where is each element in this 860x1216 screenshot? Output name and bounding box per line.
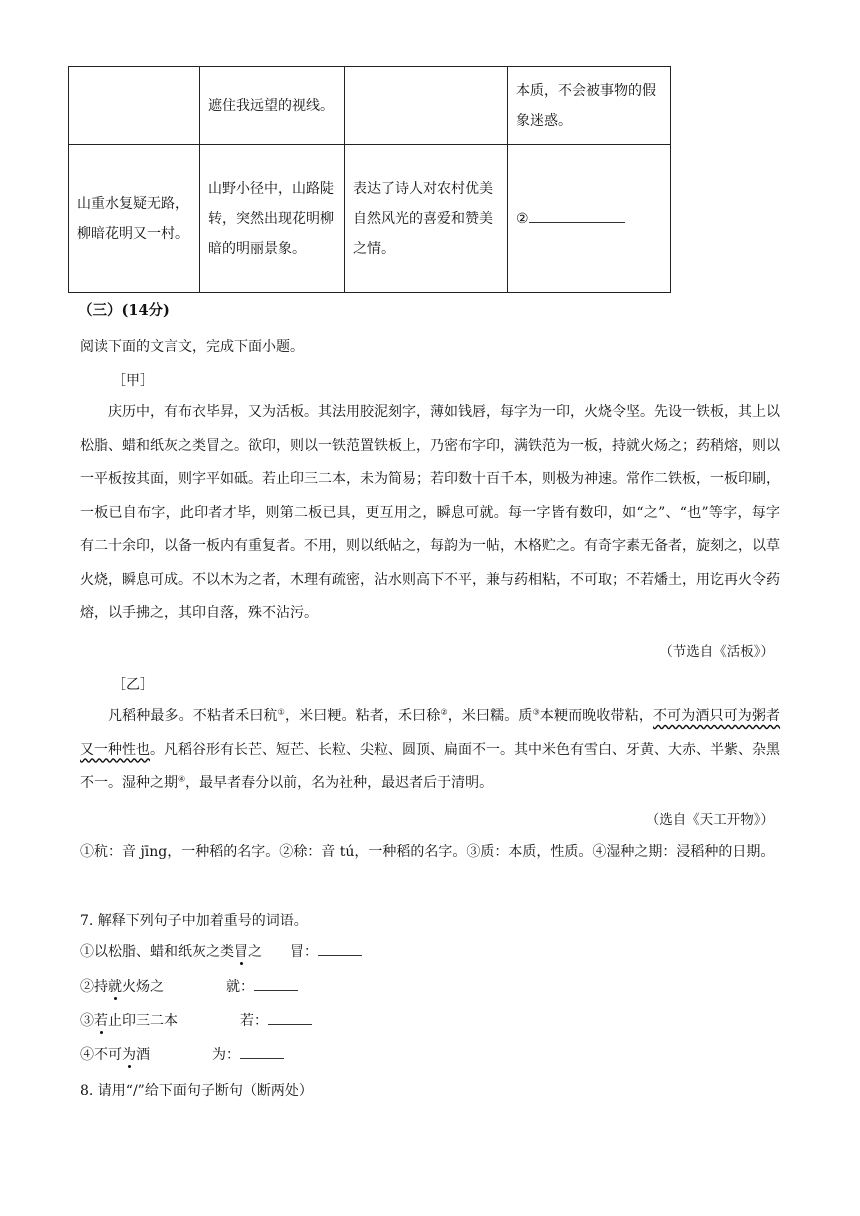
text-span: 凡稻种最多。不粘者禾曰秔 — [108, 708, 278, 724]
table-cell: 表达了诗人对农村优美自然风光的喜爱和赞美之情。 — [345, 145, 508, 293]
text-span: ③ — [80, 1013, 94, 1029]
answer-blank[interactable] — [240, 1044, 284, 1059]
table-cell: 遮住我远望的视线。 — [200, 67, 345, 145]
passage-jia-source: （节选自《活板》） — [659, 644, 774, 660]
footnote-ref: ② — [440, 707, 448, 717]
table-row — [69, 145, 671, 293]
instruction: 阅读下面的文言文，完成下面小题。 — [80, 339, 304, 355]
question-7-item — [80, 1010, 312, 1030]
question-7-item — [80, 941, 362, 961]
table-cell: 本质，不会被事物的假象迷惑。 — [508, 67, 671, 145]
footnote-ref: ④ — [178, 774, 186, 784]
footnote-ref: ① — [277, 707, 285, 717]
text-span: 之 — [248, 944, 262, 960]
question-7-item — [80, 976, 298, 996]
footnote-ref: ③ — [532, 707, 540, 717]
passage-jia: 庆历中，有布衣毕昇，又为活板。其法用胶泥刻字，薄如钱唇，每字为一印，火烧令坚。先设一铁板，其上以松脂、蜡和纸灰之类冒之。欲印，则以一铁范置铁板上，乃密布字印，满铁范为一板，持就火炀之；药稍熔，则以一平板按其面，则字平如砥。若止印三二本，未为简易；若印数十百千本，则极为神速。常作二铁板，一板印刷，一板已自布字，此印者才毕，则第二板已具，更互用之，瞬息可就。每一字皆有数印，如“之”、“也”等字，每字有二十余印，以备一板内有重复者。不用，则以纸帖之，每韵为一帖，木格贮之。有奇字素无备者，旋刻之，以草火烧，瞬息可成。不以木为之者，木理有疏密，沾水则高下不平，兼与药相粘，不可取；不若燔土，用讫再火令药熔，以手拂之，其印自落，殊不沾污。 — [80, 404, 780, 621]
passage-jia-label: ［甲］ — [112, 373, 154, 389]
answer-cell — [508, 145, 671, 293]
text-span: 。凡稻谷形有长芒、短芒、长粒、尖粒、圆顶、扁面不一。其中米色有雪白、牙黄、大赤、半紫、杂黑不一。湿种之期 — [80, 741, 780, 791]
passage-yi — [80, 700, 780, 801]
item-label: 冒： — [290, 944, 318, 960]
footnotes: ①秔：音 jīng，一种稻的名字。②稌：音 tú，一种稻的名字。③质：本质，性质。④湿种之期：浸稻种的日期。 — [80, 844, 775, 860]
answer-blank[interactable] — [254, 976, 298, 991]
table-cell: 山重水复疑无路，柳暗花明又一村。 — [69, 145, 200, 293]
emphasized-word: 冒 — [234, 944, 248, 960]
item-label: 若： — [240, 1013, 268, 1029]
question-7-item — [80, 1044, 284, 1064]
emphasized-word: 就 — [108, 979, 122, 995]
table-cell — [345, 67, 508, 145]
answer-marker: ② — [516, 210, 529, 227]
text-span: ②持 — [80, 979, 108, 995]
table-cell — [69, 67, 200, 145]
answer-blank[interactable] — [268, 1010, 312, 1025]
passage-yi-label: ［乙］ — [112, 677, 154, 693]
underlined-sentence: 不可为酒只可为粥者又一种性也 — [80, 708, 781, 758]
answer-blank[interactable] — [529, 206, 625, 223]
text-span: 本粳而晚收带粘， — [539, 708, 653, 724]
emphasized-word: 若 — [94, 1013, 108, 1029]
text-span: ①以松脂、蜡和纸灰之类 — [80, 944, 234, 960]
answer-blank[interactable] — [318, 941, 362, 956]
table-row — [69, 67, 671, 145]
text-span: ，米曰粳。粘者，禾曰稌 — [284, 708, 441, 724]
text-span: 酒 — [136, 1047, 150, 1063]
text-span: 止印三二本 — [108, 1013, 178, 1029]
item-label: 为： — [212, 1047, 240, 1063]
analysis-table — [68, 66, 671, 293]
text-span: 火炀之 — [122, 979, 164, 995]
item-label: 就： — [226, 979, 254, 995]
table-cell: 山野小径中，山路陡转，突然出现花明柳暗的明丽景象。 — [200, 145, 345, 293]
emphasized-word: 为 — [122, 1047, 136, 1063]
question-7-title: 7. 解释下列句子中加着重号的词语。 — [80, 913, 308, 929]
text-span: ，米曰糯。质 — [447, 708, 533, 724]
text-span: ，最早者春分以前，名为社种，最迟者后于清明。 — [185, 775, 494, 791]
passage-yi-source: （选自《天工开物》） — [645, 812, 774, 828]
text-span: ④不可 — [80, 1047, 122, 1063]
question-8-title: 8. 请用“/”给下面句子断句（断两处） — [80, 1083, 313, 1099]
section-title: （三）(14分) — [78, 302, 170, 319]
